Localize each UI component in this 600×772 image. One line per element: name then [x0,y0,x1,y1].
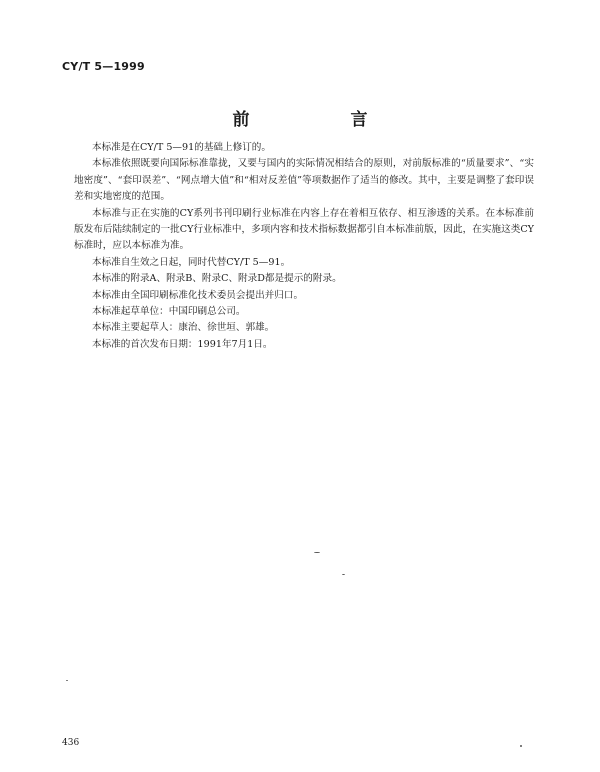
scan-speck [314,552,320,553]
scan-speck [342,574,345,575]
paragraph-2: 本标准依照既要向国际标准靠拢，又要与国内的实际情况相结合的原则，对前版标准的“质量要求”、“实地密度”、“套印误差”、“网点增大值”和“相对反差值”等项数据作了适当的修改。其中，主要是调整了套印误差和实地密度的范围。 [74,158,534,203]
standard-code: CY/T 5—1999 [62,60,145,73]
page-number: 436 [62,738,80,748]
paragraph-6: 本标准由全国印刷标准化技术委员会提出并归口。 [92,289,304,301]
paragraph-9: 本标准的首次发布日期：1991年7月1日。 [92,338,273,350]
paragraph-4: 本标准自生效之日起，同时代替CY/T 5—91。 [92,256,291,268]
paragraph-5: 本标准的附录A、附录B、附录C、附录D都是提示的附录。 [92,273,342,285]
paragraph-7: 本标准起草单位：中国印刷总公司。 [92,306,246,318]
paragraph-8: 本标准主要起草人：康治、徐世垣、郭雄。 [92,322,275,334]
paragraph-3: 本标准与正在实施的CY系列书刊印刷行业标准在内容上存在着相互依存、相互渗透的关系。在本标准前版发布后陆续制定的一批CY行业标准中，多项内容和技术指标数据都引自本标准前版，因此，在实施这类CY标准时，应以本标准为准。 [74,207,534,252]
paragraph-1: 本标准是在CY/T 5—91的基础上修订的。 [92,142,271,153]
scan-speck [520,745,522,747]
page-title: 前 言 [232,110,410,130]
foreword-body [74,140,534,353]
scan-speck [66,680,68,681]
